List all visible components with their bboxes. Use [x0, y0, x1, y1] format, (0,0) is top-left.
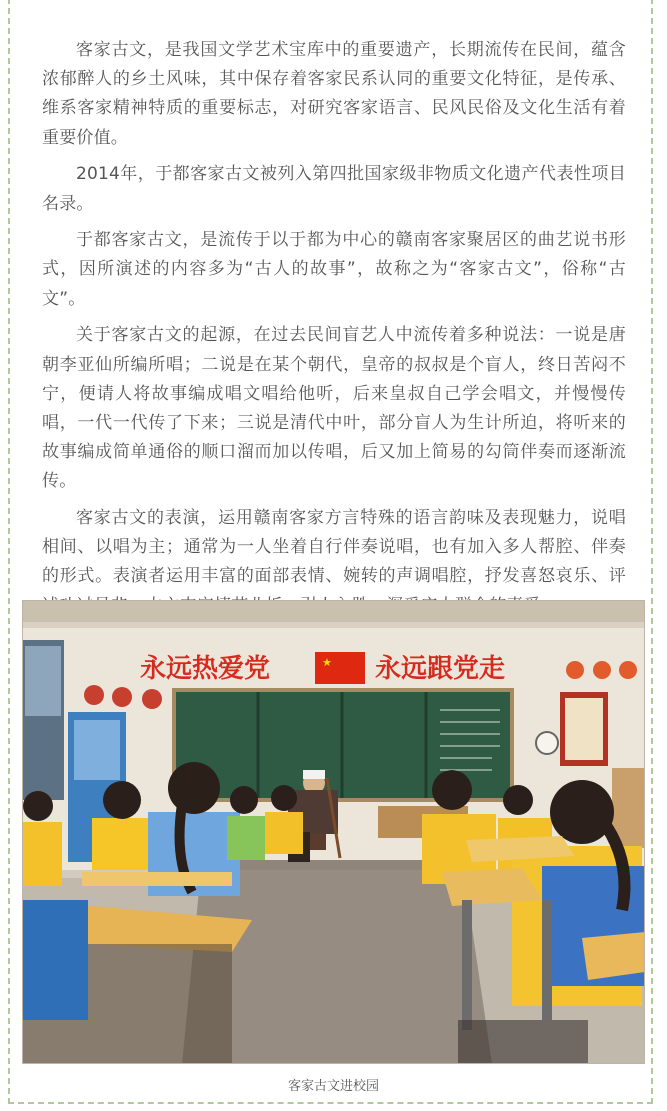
article-paragraph-4: 关于客家古文的起源，在过去民间盲艺人中流传着多种说法：一说是唐朝李亚仙所编所唱；二说是在某个朝代，皇帝的叔叔是个盲人，终日苦闷不宁，便请人将故事编成唱文唱给他听，后来皇叔自己学会唱文，并慢慢传唱，一代一代传了下来；三说是清代中叶，部分盲人为生计所迫，将听来的故事编成简单通俗的顺口溜而加以传唱，后又加上简易的勾筒伴奏而逐渐流传。: [42, 325, 626, 492]
article-paragraph-5: 客家古文的表演，运用赣南客家方言特殊的语言韵味及表现魅力，说唱相间、以唱为主；通常为一人坐着自行伴奏说唱，也有加入多人帮腔、伴奏的形式。表演者运用丰富的面部表情、婉转的声调唱腔，抒发喜怒哀乐、评: [42, 508, 626, 587]
article-paragraph-1: 客家古文，是我国文学艺术宝库中的重要遗产，长期流传在民间，蕴含浓郁醉人的乡土风味，其中保存着客家民系认同的重要文化特征，是传承、维系客家精神特质的重要标志，对研究客家语言、民风民俗及文化生活有着重要价值。: [42, 40, 626, 148]
svg-text:★: ★: [322, 656, 332, 669]
banner-right-text: 永远跟党走: [375, 654, 506, 684]
banner-left-text: 永远热爱党: [140, 654, 271, 684]
article-paragraph-2: 2014年，于都客家古文被列入第四批国家级非物质文化遗产代表性项目名录。: [42, 164, 626, 214]
article-paragraph-3: 于都客家古文，是流传于以于都为中心的赣南客家聚居区的曲艺说书形式，因所演述的内容多为“古人的故事”，故称之为“客家古文”，俗称“古文”。: [42, 230, 626, 309]
classroom-photo: [22, 600, 645, 1064]
article-body: [42, 36, 626, 628]
photo-caption: 客家古文进校园: [287, 1079, 379, 1094]
